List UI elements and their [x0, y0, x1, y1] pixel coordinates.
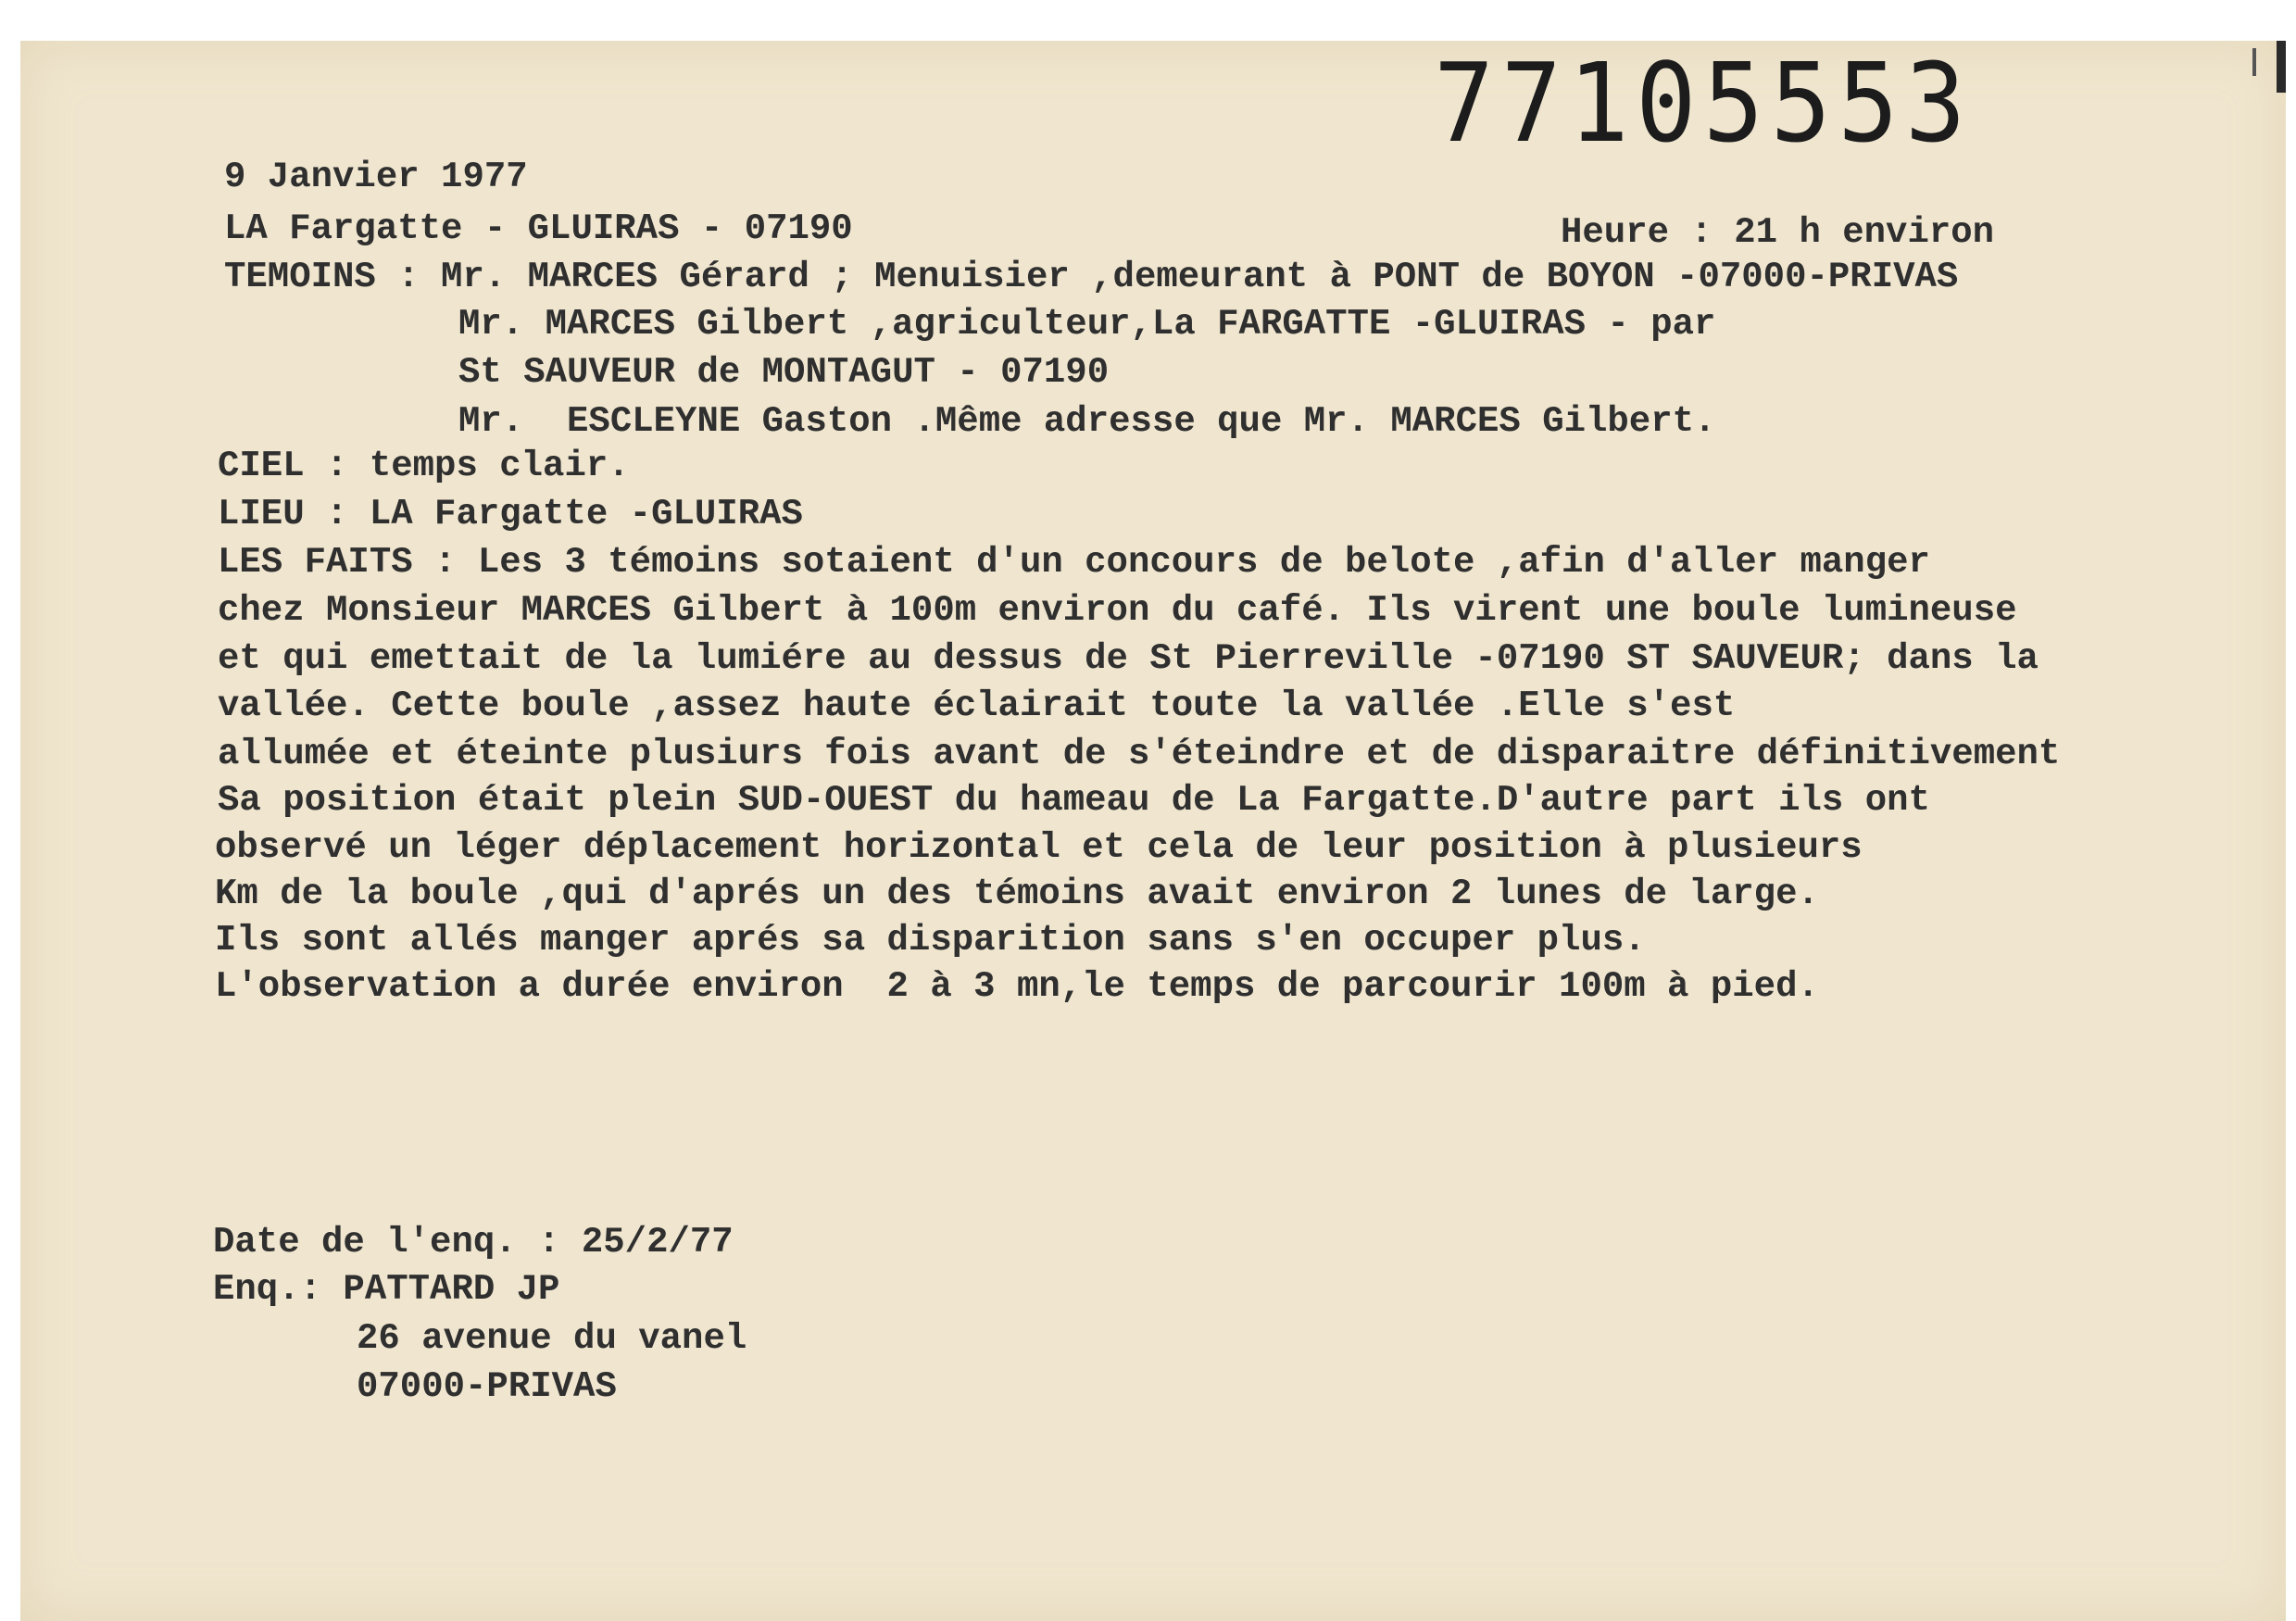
facts-line-5: allumée et éteinte plusiurs fois avant de s'éteindre et de disparaitre définitivement [218, 734, 2061, 774]
report-location: LA Fargatte - GLUIRAS - 07190 [224, 208, 853, 249]
facts-line-9: Ils sont allés manger aprés sa disparition sans s'en occuper plus. [215, 920, 1646, 961]
witness-line-3: St SAUVEUR de MONTAGUT - 07190 [458, 352, 1110, 393]
facts-line-4: vallée. Cette boule ,assez haute éclairait toute la vallée .Elle s'est [218, 685, 1736, 726]
witness-line-4: Mr. ESCLEYNE Gaston .Même adresse que Mr. MARCES Gilbert. [458, 401, 1716, 442]
witness-line-2: Mr. MARCES Gilbert ,agriculteur,La FARGATTE -GLUIRAS - par [458, 304, 1716, 345]
investigator-address-2: 07000-PRIVAS [357, 1366, 617, 1407]
inquiry-date: Date de l'enq. : 25/2/77 [213, 1222, 734, 1263]
place: LIEU : LA Fargatte -GLUIRAS [218, 494, 803, 534]
facts-line-2: chez Monsieur MARCES Gilbert à 100m environ du café. Ils virent une boule lumineuse [218, 590, 2017, 631]
investigator: Enq.: PATTARD JP [213, 1269, 560, 1310]
sky-condition: CIEL : temps clair. [218, 446, 630, 486]
facts-line-10: L'observation a durée environ 2 à 3 mn,le temps de parcourir 100m à pied. [215, 966, 1819, 1007]
facts-line-7: observé un léger déplacement horizontal et cela de leur position à plusieurs [215, 827, 1863, 868]
scan-edge-mark-small [2252, 48, 2256, 76]
scan-edge-mark [2277, 41, 2286, 93]
facts-line-1: LES FAITS : Les 3 témoins sotaient d'un concours de belote ,afin d'aller manger [218, 542, 1930, 583]
investigator-address-1: 26 avenue du vanel [357, 1318, 747, 1359]
witness-line-1: TEMOINS : Mr. MARCES Gérard ; Menuisier ,demeurant à PONT de BOYON -07000-PRIVAS [224, 257, 1959, 297]
facts-line-6: Sa position était plein SUD-OUEST du hameau de La Fargatte.D'autre part ils ont [218, 780, 1930, 821]
report-date: 9 Janvier 1977 [224, 157, 528, 197]
facts-line-8: Km de la boule ,qui d'aprés un des témoins avait environ 2 lunes de large. [215, 873, 1819, 914]
observation-time: Heure : 21 h environ [1561, 212, 1995, 253]
facts-line-3: et qui emettait de la lumiére au dessus de St Pierreville -07190 ST SAUVEUR; dans la [218, 638, 2039, 679]
reference-number-stamp: 77105553 [1434, 39, 1973, 167]
